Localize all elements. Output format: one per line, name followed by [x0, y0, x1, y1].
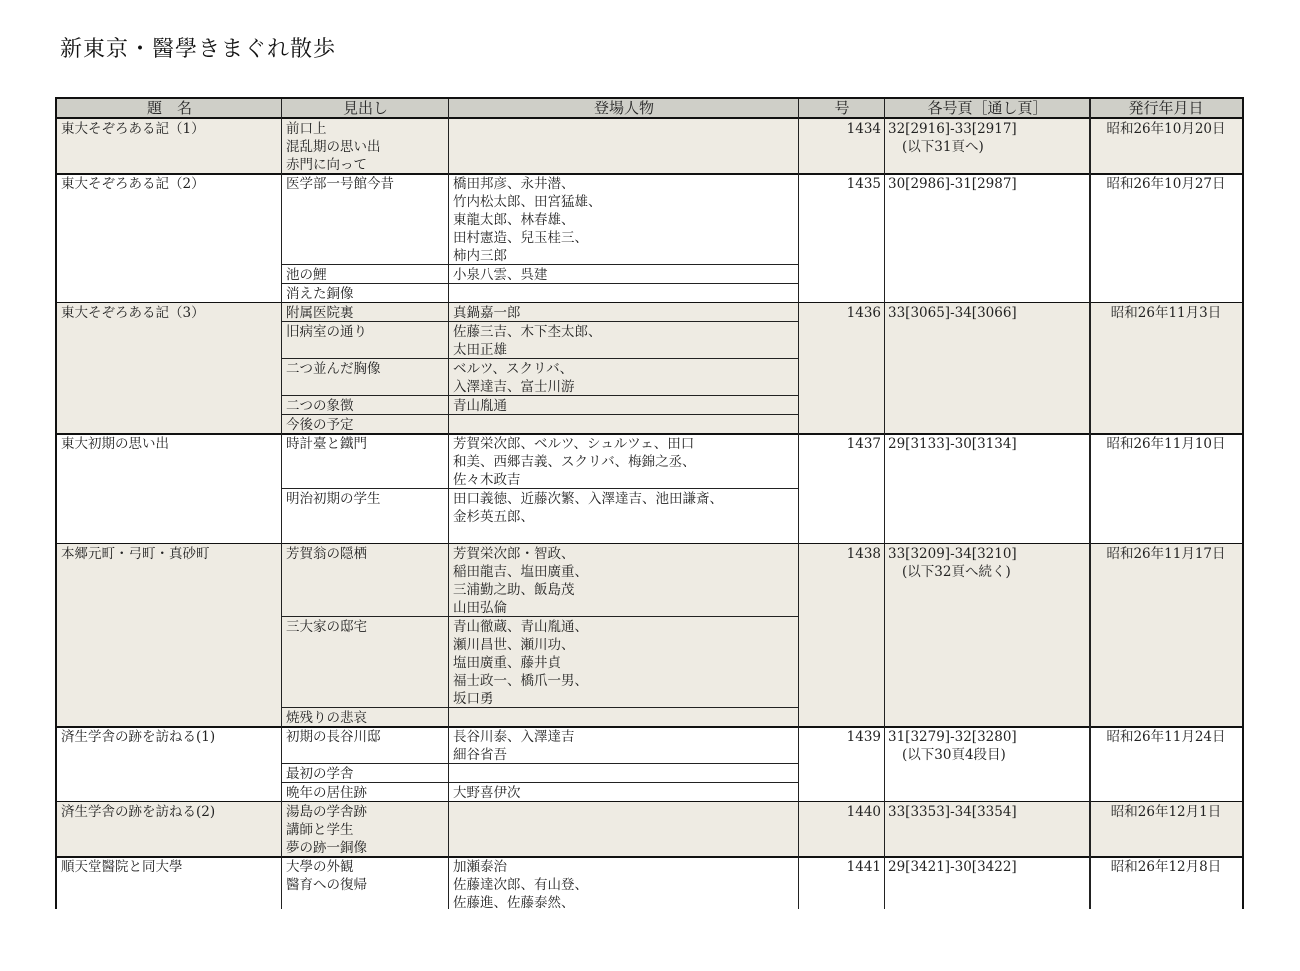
cell-line: 時計臺と鐵門 — [286, 436, 367, 452]
article-title — [61, 728, 215, 746]
article-title — [61, 803, 215, 821]
cell-line: ベルツ、スクリバ、 — [453, 361, 574, 377]
cell-line: 山田弘倫 — [453, 600, 507, 616]
page-range — [888, 304, 1017, 322]
cell-line: 芳賀翁の隠栖 — [286, 546, 367, 562]
cell-line: 竹内松太郎、田宮猛雄、 — [453, 194, 602, 210]
cell-line: 前口上 — [286, 121, 327, 137]
heading-cell — [286, 545, 367, 563]
cell-line: 細谷省吾 — [453, 747, 507, 763]
cell-line: 済生学舎の跡を訪ねる(2) — [61, 804, 216, 820]
article-group — [57, 727, 1242, 802]
publish-date — [1090, 728, 1242, 746]
people-cell — [453, 728, 575, 764]
article-group — [57, 802, 1242, 857]
cell-line: 附属医院裏 — [286, 305, 354, 321]
column-divider — [884, 99, 885, 909]
cell-line: 32[2916]-33[2917] — [888, 121, 1017, 137]
column-divider — [798, 99, 799, 909]
issue-number — [799, 120, 881, 138]
cell-line: 東大そぞろある記（3） — [61, 305, 205, 321]
heading-cell — [286, 784, 367, 802]
cell-line: 三大家の邸宅 — [286, 619, 367, 635]
header-col-title: 題 名 — [146, 99, 192, 117]
cell-line: 1439 — [846, 729, 881, 745]
cell-line: 二つの象徴 — [286, 398, 354, 414]
cell-line: 東大そぞろある記（1） — [61, 121, 205, 137]
people-cell — [453, 435, 696, 489]
publish-date — [1090, 545, 1242, 563]
cell-line: 1440 — [846, 804, 881, 820]
sub-row-divider — [282, 283, 799, 284]
cell-line: 29[3421]-30[3422] — [888, 859, 1017, 875]
cell-line: 佐々木政吉 — [453, 472, 521, 488]
publish-date — [1090, 435, 1242, 453]
cell-line: 最初の学舎 — [286, 766, 354, 782]
people-cell — [453, 360, 575, 396]
people-cell — [453, 858, 588, 909]
cell-line: 順天堂醫院と同大學 — [61, 859, 183, 875]
cell-line: 三浦勤之助、飯島茂 — [453, 582, 575, 598]
heading-cell — [286, 304, 354, 322]
issue-number — [799, 545, 881, 563]
cell-line: 大野喜伊次 — [453, 785, 521, 801]
cell-line: 33[3209]-34[3210] — [888, 546, 1017, 562]
issue-number — [799, 435, 881, 453]
heading-cell — [286, 765, 354, 783]
cell-line: 二つ並んだ胸像 — [286, 361, 381, 377]
issue-number — [799, 858, 881, 876]
sub-row-divider — [282, 358, 799, 359]
page-range — [888, 545, 1017, 581]
heading-cell — [286, 285, 354, 303]
cell-line: 東龍太郎、林春雄、 — [453, 212, 575, 228]
heading-cell — [286, 120, 381, 174]
people-cell — [453, 490, 723, 544]
page-range — [888, 858, 1017, 876]
cell-line: 橋田邦彦、永井潜、 — [453, 176, 575, 192]
cell-line: 福士政一、橋爪一男、 — [453, 673, 588, 689]
heading-cell — [286, 360, 381, 378]
cell-line: 昭和26年12月8日 — [1110, 859, 1222, 875]
cell-line: 小泉八雲、呉建 — [453, 267, 548, 283]
cell-line: 醫育への復帰 — [286, 877, 367, 893]
issue-number — [799, 304, 881, 322]
heading-cell — [286, 709, 367, 727]
cell-line: 消えた銅像 — [286, 286, 354, 302]
heading-cell — [286, 490, 381, 508]
cell-line: 坂口勇 — [453, 691, 494, 707]
cell-line: 東大初期の思い出 — [61, 436, 169, 452]
cell-line: 今後の予定 — [286, 417, 354, 433]
cell-line: 柿内三郎 — [453, 248, 507, 264]
page-range — [888, 175, 1017, 193]
article-title — [61, 858, 183, 876]
cell-line: 塩田廣重、藤井貞 — [453, 655, 561, 671]
cell-line: 入澤達吉、富士川游 — [453, 379, 575, 395]
cell-line: 焼残りの悲哀 — [286, 710, 367, 726]
cell-line: 佐藤進、佐藤泰然、 — [453, 895, 575, 909]
cell-line: 太田正雄 — [453, 342, 507, 358]
cell-line: 昭和26年11月10日 — [1106, 436, 1226, 452]
heading-cell — [286, 803, 367, 857]
cell-line: 昭和26年12月1日 — [1110, 804, 1222, 820]
cell-line: 29[3133]-30[3134] — [888, 436, 1017, 452]
header-col-date: 発行年月日 — [1128, 99, 1204, 117]
cell-line: 昭和26年10月20日 — [1106, 121, 1226, 137]
sub-row-divider — [282, 414, 799, 415]
cell-line: 31[3279]-32[3280] — [888, 729, 1017, 745]
cell-line: 田村憲造、兒玉桂三、 — [453, 230, 588, 246]
cell-line: 1435 — [846, 176, 881, 192]
cell-line: 稲田龍吉、塩田廣重、 — [453, 564, 588, 580]
cell-line: 33[3065]-34[3066] — [888, 305, 1017, 321]
heading-cell — [286, 858, 367, 894]
cell-line — [453, 526, 723, 544]
article-index-table — [55, 97, 1244, 909]
publish-date — [1090, 304, 1242, 322]
cell-line: 初期の長谷川邸 — [286, 729, 381, 745]
cell-line: 昭和26年11月3日 — [1110, 305, 1222, 321]
heading-cell — [286, 416, 354, 434]
cell-line: 明治初期の学生 — [286, 491, 381, 507]
sub-row-divider — [282, 616, 799, 617]
page-range — [888, 120, 1017, 156]
issue-number — [799, 175, 881, 193]
people-cell — [453, 175, 602, 265]
issue-number — [799, 803, 881, 821]
sub-row-divider — [282, 707, 799, 708]
publish-date — [1090, 803, 1242, 821]
page-range — [888, 803, 1017, 821]
cell-line: 池の鯉 — [286, 267, 327, 283]
header-col-pages: 各号頁［通し頁］ — [927, 99, 1048, 117]
cell-line: 33[3353]-34[3354] — [888, 804, 1017, 820]
article-title — [61, 120, 205, 138]
cell-line: 1436 — [846, 305, 881, 321]
cell-line: 30[2986]-31[2987] — [888, 176, 1017, 192]
cell-line: 旧病室の通り — [286, 324, 367, 340]
sub-row-divider — [282, 488, 799, 489]
cell-line: 1437 — [846, 436, 881, 452]
article-title — [61, 304, 205, 322]
cell-line: 1434 — [846, 121, 881, 137]
cell-line: 湯島の学舎跡 — [286, 804, 367, 820]
cell-line: 混乱期の思い出 — [286, 139, 381, 155]
heading-cell — [286, 397, 354, 415]
cell-line: 大學の外観 — [286, 859, 354, 875]
cell-line: 瀬川昌世、瀬川功、 — [453, 637, 575, 653]
cell-line: 加瀬泰治 — [453, 859, 507, 875]
sub-row-divider — [282, 763, 799, 764]
page-range — [888, 728, 1017, 764]
publish-date — [1090, 858, 1242, 876]
cell-line: 昭和26年10月27日 — [1106, 176, 1226, 192]
cell-line: 昭和26年11月17日 — [1106, 546, 1226, 562]
sub-row-divider — [282, 782, 799, 783]
people-cell — [453, 784, 521, 802]
cell-line: 芳賀栄次郎、ベルツ、シュルツェ、田口 — [453, 436, 695, 452]
publish-date — [1090, 120, 1242, 138]
cell-line: 済生学舎の跡を訪ねる(1) — [61, 729, 216, 745]
article-title — [61, 545, 210, 563]
cell-line: 金杉英五郎、 — [453, 509, 534, 525]
header-col-issue: 号 — [834, 99, 850, 117]
cell-line: 医学部一号館今昔 — [286, 176, 394, 192]
people-cell — [453, 266, 548, 284]
sub-row-divider — [282, 395, 799, 396]
column-divider — [281, 99, 282, 909]
people-cell — [453, 323, 602, 359]
page-title: 新東京・醫學きまぐれ散歩 — [60, 37, 337, 62]
people-cell — [453, 545, 588, 617]
cell-line: 赤門に向って — [286, 157, 367, 173]
cell-line: 1441 — [846, 859, 881, 875]
page-range — [888, 435, 1017, 453]
article-group — [57, 857, 1242, 909]
heading-cell — [286, 618, 367, 636]
cell-line: 1438 — [846, 546, 881, 562]
heading-cell — [286, 435, 367, 453]
cell-line: 青山徹蔵、青山胤通、 — [453, 619, 588, 635]
table-header — [57, 99, 1242, 119]
heading-cell — [286, 175, 394, 193]
cell-line: 佐藤達次郎、有山登、 — [453, 877, 588, 893]
cell-line: 佐藤三吉、木下杢太郎、 — [453, 324, 602, 340]
header-col-people: 登場人物 — [593, 99, 654, 117]
cell-line: (以下30頁4段目) — [902, 747, 1006, 763]
cell-line: 昭和26年11月24日 — [1106, 729, 1226, 745]
cell-line: 夢の跡一銅像 — [286, 840, 367, 856]
cell-line: 芳賀栄次郎・智政、 — [453, 546, 575, 562]
column-divider — [1089, 99, 1091, 909]
cell-line: 長谷川泰、入澤達吉 — [453, 729, 575, 745]
cell-line: 晩年の居住跡 — [286, 785, 367, 801]
article-group — [57, 544, 1242, 727]
cell-line: (以下32頁へ続く) — [902, 564, 1011, 580]
cell-line: 和美、西郷吉義、スクリバ、梅錦之丞、 — [453, 454, 696, 470]
publish-date — [1090, 175, 1242, 193]
people-cell — [453, 397, 507, 415]
sub-row-divider — [282, 321, 799, 322]
people-cell — [453, 618, 588, 708]
article-group — [57, 119, 1242, 174]
cell-line: 本郷元町・弓町・真砂町 — [61, 546, 210, 562]
cell-line: 東大そぞろある記（2） — [61, 176, 205, 192]
header-col-heading: 見出し — [342, 99, 388, 117]
sub-row-divider — [282, 264, 799, 265]
article-title — [61, 175, 205, 193]
cell-line: 講師と学生 — [286, 822, 354, 838]
cell-line: (以下31頁へ) — [902, 139, 984, 155]
cell-line: 真鍋嘉一郎 — [453, 305, 521, 321]
heading-cell — [286, 266, 327, 284]
issue-number — [799, 728, 881, 746]
heading-cell — [286, 323, 367, 341]
column-divider — [448, 99, 449, 909]
people-cell — [453, 304, 521, 322]
heading-cell — [286, 728, 381, 746]
cell-line: 青山胤通 — [453, 398, 507, 414]
article-title — [61, 435, 169, 453]
cell-line: 田口義徳、近藤次繁、入澤達吉、池田謙斎、 — [453, 491, 723, 507]
